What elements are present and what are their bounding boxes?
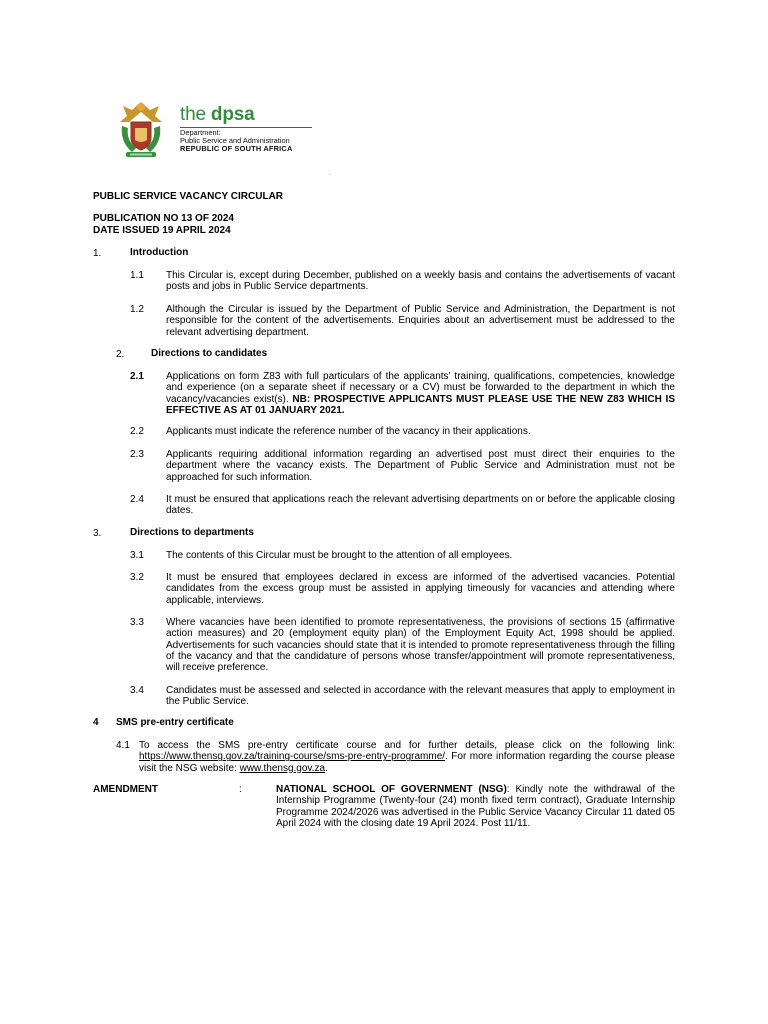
item-number: 3.1 <box>130 550 144 561</box>
item-text: It must be ensured that applications reach the relevant advertising departments on or before the applicable closing dates. <box>166 494 675 517</box>
brand-name: the dpsa <box>180 104 255 125</box>
amendment-label: AMENDMENT <box>93 784 158 795</box>
brand-department: Department: <box>180 128 221 137</box>
item-text: To access the SMS pre-entry certificate course and for further details, please click on the following link: https://www.thensg.gov.za/training-course/sms-pre-entry-programme/. For more information regarding the course please visit the NSG website: www.thensg.gov.za. <box>139 740 675 774</box>
item-text: Applicants must indicate the reference number of the vacancy in their applications. <box>166 426 531 437</box>
brand-country: REPUBLIC OF SOUTH AFRICA <box>180 144 293 153</box>
section-3-number: 3. <box>93 528 102 539</box>
item-number: 2.2 <box>130 426 144 437</box>
item-number: 2.3 <box>130 449 144 460</box>
item-number: 3.3 <box>130 617 144 628</box>
item-text: Applications on form Z83 with full particulars of the applicants’ training, qualifications, competencies, knowledge and experience (on a separate sheet if necessary or a CV) must be forwarded to the department in which the vacancy/vacancies exist(s). NB: PROSPECTIVE APPLICANTS MUST PLEASE USE THE NEW Z83 WHICH IS EFFECTIVE AS AT 01 JANUARY 2021. <box>166 371 676 416</box>
section-3-heading: Directions to departments <box>130 527 254 538</box>
brand-department-name: Public Service and Administration <box>180 136 290 145</box>
item-text: Where vacancies have been identified to promote representativeness, the provisions of sections 15 (affirmative action measures) and 20 (employment equity plan) of the Employment Equity Act, 1998 should be applied. Advertisements for such vacancies should state that it is intended to promote representativeness through the filling of the vacancy and that the candidature of persons whose transfer/appointment will promote representativeness, will receive preference. <box>166 617 675 674</box>
section-4-number: 4 <box>93 717 99 728</box>
item-number: 2.1 <box>130 371 144 382</box>
section-1-number: 1. <box>93 248 102 259</box>
item-number: 3.4 <box>130 685 144 696</box>
stray-dot: . <box>329 171 331 177</box>
section-2-heading: Directions to candidates <box>151 348 268 359</box>
notice-bold: NB: PROSPECTIVE APPLICANTS MUST PLEASE USE THE NEW Z83 WHICH IS EFFECTIVE AS AT 01 JANUARY 2021. <box>166 393 676 416</box>
amendment-text: NATIONAL SCHOOL OF GOVERNMENT (NSG): Kindly note the withdrawal of the Internship Programme (Twenty-four (24) month fixed term contract), Graduate Internship Programme 2024/2026 was advertised in the Public Service Vacancy Circular 11 dated 05 April 2024 with the closing date 19 April 2024. Post 11/11. <box>276 784 676 829</box>
item-text: Candidates must be assessed and selected in accordance with the relevant measures that apply to employment in the Public Service. <box>166 685 675 708</box>
item-text: This Circular is, except during December, published on a weekly basis and contains the advertisements of vacant posts and jobs in Public Service departments. <box>166 270 675 293</box>
coat-of-arms-icon <box>114 98 168 160</box>
dpsa-logo <box>112 98 322 160</box>
amendment-colon: : <box>239 784 242 795</box>
date-issued: DATE ISSUED 19 APRIL 2024 <box>93 225 231 236</box>
item-text: Applicants requiring additional information regarding an advertised post must direct their enquiries to the department where the vacancy exists. The Department of Public Service and Administration must not be approached for such information. <box>166 449 675 483</box>
section-1-heading: Introduction <box>130 247 189 258</box>
publication-number: PUBLICATION NO 13 OF 2024 <box>93 213 234 224</box>
item-number: 3.2 <box>130 572 144 583</box>
item-number: 1.1 <box>130 270 144 281</box>
circular-title: PUBLIC SERVICE VACANCY CIRCULAR <box>93 191 284 202</box>
item-number: 1.2 <box>130 304 144 315</box>
item-number: 2.4 <box>130 494 144 505</box>
section-4-heading: SMS pre-entry certificate <box>116 717 234 728</box>
nsg-website-link[interactable]: www.thensg.gov.za <box>239 762 326 774</box>
item-number: 4.1 <box>116 740 130 751</box>
item-text: It must be ensured that employees declared in excess are informed of the advertised vacancies. Potential candidates from the excess group must be assisted in applying timeously for vacancies and attending where applicable, interviews. <box>166 572 675 606</box>
item-text: Although the Circular is issued by the Department of Public Service and Administration, the Department is not responsible for the content of the advertisements. Enquiries about an advertisement must be addressed to the relevant advertising department. <box>166 304 675 338</box>
section-2-number: 2. <box>116 349 125 360</box>
item-text: The contents of this Circular must be brought to the attention of all employees. <box>166 550 513 561</box>
sms-course-link[interactable]: https://www.thensg.gov.za/training-course/sms-pre-entry-programme/ <box>139 751 446 763</box>
